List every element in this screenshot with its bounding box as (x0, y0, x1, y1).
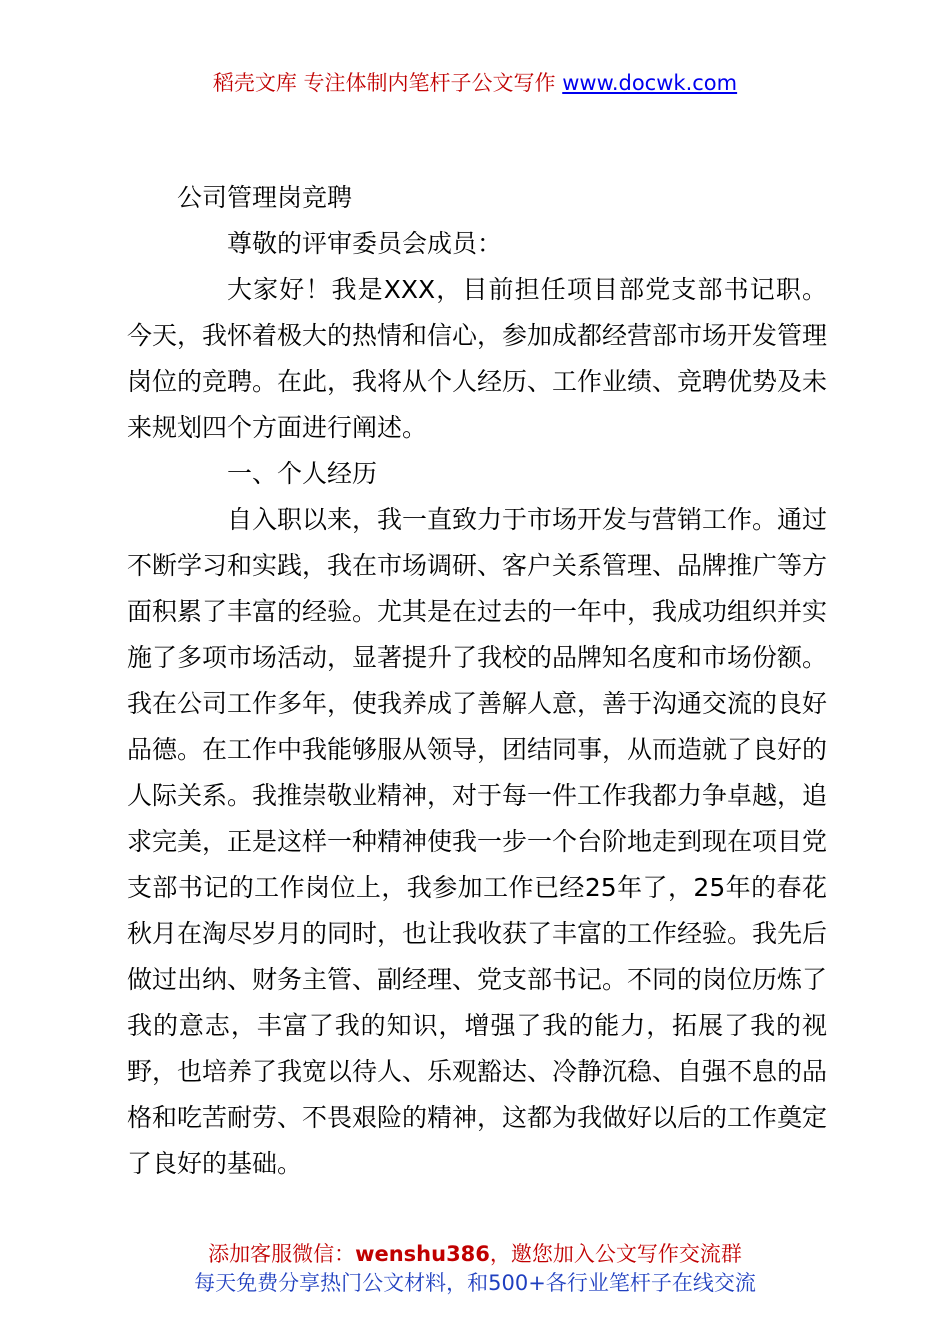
header-text: 稻壳文库 专注体制内笔杆子公文写作 (212, 71, 563, 95)
header-link[interactable]: www.docwk.com (562, 71, 738, 95)
paragraph-intro: 大家好！我是XXX，目前担任项目部党支部书记职。今天，我怀着极大的热情和信心，参加成都经营部市场开发管理岗位的竞聘。在此，我将从个人经历、工作业绩、竞聘优势及未来规划四个方面进行阐述。 (127, 275, 828, 442)
document-body (127, 175, 827, 1187)
document-title: 公司管理岗竞聘 (177, 183, 353, 212)
page-header (0, 68, 950, 98)
footer-prefix: 添加客服微信： (208, 1242, 356, 1266)
wechat-id: wenshu386 (355, 1242, 490, 1266)
footer-line-2: 每天免费分享热门公文材料，和500+各行业笔杆子在线交流 (194, 1271, 756, 1295)
page-footer (0, 1240, 950, 1298)
footer-suffix: ，邀您加入公文写作交流群 (489, 1242, 742, 1266)
paragraph-experience: 自入职以来，我一直致力于市场开发与营销工作。通过不断学习和实践，我在市场调研、客户关系管理、品牌推广等方面积累了丰富的经验。尤其是在过去的一年中，我成功组织并实施了多项市场活动，显著提升了我校的品牌知名度和市场份额。我在公司工作多年，使我养成了善解人意，善于沟通交流的良好品德。在工作中我能够服从领导，团结同事，从而造就了良好的人际关系。我推崇敬业精神，对于每一件工作我都力争卓越，追求完美，正是这样一种精神使我一步一个台阶地走到现在项目党支部书记的工作岗位上，我参加工作已经25年了，25年的春花秋月在淘尽岁月的同时，也让我收获了丰富的工作经验。我先后做过出纳、财务主管、副经理、党支部书记。不同的岗位历炼了我的意志，丰富了我的知识，增强了我的能力，拓展了我的视野，也培养了我宽以待人、乐观豁达、冷静沉稳、自强不息的品格和吃苦耐劳、不畏艰险的精神，这都为我做好以后的工作奠定了良好的基础。 (127, 505, 828, 1178)
salutation: 尊敬的评审委员会成员： (227, 229, 503, 258)
section-heading: 一、个人经历 (227, 459, 378, 488)
footer-line-1 (0, 1240, 950, 1269)
